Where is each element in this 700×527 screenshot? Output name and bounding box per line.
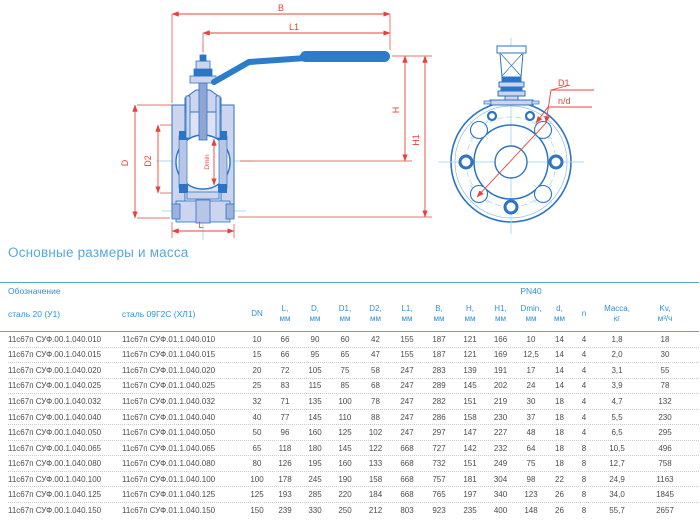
value-cell: 123 [524,490,538,500]
value-cell: 4,7 [611,396,623,406]
value-cell: 195 [308,459,322,469]
dim-label-nd: n/d [558,96,571,106]
value-cell: 48 [526,428,536,438]
value-cell: 1845 [656,490,674,500]
value-cell: 400 [493,505,508,515]
designation-steel09g2s: 11с67п СУФ.01.1.040.040 [122,412,216,422]
value-cell: 12,7 [609,459,625,469]
value-cell: 304 [493,474,508,484]
table-row [8,487,699,503]
value-cell: 4 [581,396,587,406]
value-cell: 75 [526,459,536,469]
designation-steel09g2s: 11с67п СУФ.01.1.040.020 [122,365,216,375]
value-cell: 247 [400,412,414,422]
value-cell: 190 [338,474,352,484]
handle-grip [300,51,390,62]
value-cell: 122 [368,443,383,453]
value-cell: 121 [463,350,477,360]
value-cell: 155 [400,350,414,360]
value-cell: 145 [463,381,477,391]
value-cell: 100 [250,474,264,484]
table-row [8,379,699,395]
value-cell: 184 [368,490,383,500]
value-cell: 17 [526,365,536,375]
value-cell: 923 [432,505,446,515]
designation-header: Обозначение [8,286,61,296]
value-cell: 295 [658,428,672,438]
value-cell: 60 [340,334,350,344]
value-cell: 18 [555,428,564,438]
column-header: B, мм [433,304,445,323]
steel09g2s-column-header: сталь 09Г2С (ХЛ1) [122,309,196,319]
value-cell: 14 [555,381,564,391]
column-header: D, мм [309,304,321,323]
dim-label-h1: H1 [411,134,421,146]
column-header: n [581,309,587,318]
table-row [8,332,699,348]
value-cell: 1163 [656,474,674,484]
designation-steel20: 11с67п СУФ.00.1.040.100 [8,474,102,484]
value-cell: 75 [340,365,350,375]
value-cell: 1,8 [611,334,623,344]
value-cell: 18 [555,412,564,422]
value-cell: 37 [526,412,536,422]
column-header: d, мм [554,304,565,323]
value-cell: 125 [338,428,352,438]
value-cell: 85 [340,381,350,391]
column-header: H, мм [464,304,476,323]
value-cell: 96 [280,428,290,438]
value-cell: 727 [432,443,446,453]
designation-steel09g2s: 11с67п СУФ.01.1.040.125 [122,490,216,500]
value-cell: 4 [581,381,587,391]
value-cell: 6,5 [611,428,623,438]
value-cell: 55 [660,365,670,375]
value-cell: 765 [432,490,446,500]
section-title: Основные размеры и масса [8,245,189,260]
value-cell: 50 [252,428,262,438]
table-body [0,332,699,518]
value-cell: 14 [555,350,564,360]
value-cell: 145 [338,443,352,453]
value-cell: 250 [338,505,352,515]
designation-steel09g2s: 11с67п СУФ.01.1.040.015 [122,350,216,360]
value-cell: 283 [432,365,446,375]
value-cell: 2657 [656,505,674,515]
value-cell: 55,7 [609,505,625,515]
value-cell: 135 [308,396,322,406]
value-cell: 158 [368,474,383,484]
value-cell: 102 [368,428,383,438]
value-cell: 166 [493,334,508,344]
value-cell: 235 [463,505,477,515]
value-cell: 65 [340,350,350,360]
value-cell: 197 [463,490,477,500]
value-cell: 125 [250,490,264,500]
value-cell: 90 [310,334,320,344]
value-cell: 78 [660,381,670,391]
value-cell: 77 [280,412,290,422]
designation-steel20: 11с67п СУФ.00.1.040.010 [8,334,102,344]
value-cell: 4 [581,428,587,438]
designation-steel09g2s: 11с67п СУФ.01.1.040.025 [122,381,216,391]
value-cell: 732 [432,459,446,469]
value-cell: 115 [308,381,322,391]
value-cell: 98 [526,474,536,484]
handle-lever [214,58,306,82]
value-cell: 247 [400,381,414,391]
value-cell: 26 [555,490,564,500]
value-cell: 160 [338,459,352,469]
designation-steel20: 11с67п СУФ.00.1.040.015 [8,350,102,360]
value-cell: 110 [338,412,352,422]
value-cell: 95 [310,350,320,360]
table-header-row-2 [8,299,699,331]
value-cell: 10 [526,334,536,344]
value-cell: 118 [278,443,292,453]
value-cell: 72 [280,365,290,375]
value-cell: 232 [493,443,508,453]
value-cell: 100 [338,396,352,406]
designation-steel09g2s: 11с67п СУФ.01.1.040.010 [122,334,216,344]
designation-steel09g2s: 11с67п СУФ.01.1.040.065 [122,443,216,453]
value-cell: 14 [555,334,564,344]
value-cell: 88 [371,412,380,422]
value-cell: 496 [658,443,672,453]
value-cell: 247 [400,365,414,375]
column-header: Масса, кг [604,304,630,323]
value-cell: 80 [252,459,262,469]
value-cell: 4 [581,412,587,422]
value-cell: 64 [526,443,536,453]
valve-drawings [0,0,700,245]
table-row [8,363,699,379]
value-cell: 282 [432,396,446,406]
value-cell: 158 [463,412,477,422]
value-cell: 160 [308,428,322,438]
valve-front-view [438,38,594,234]
value-cell: 4 [581,334,587,344]
value-cell: 126 [278,459,292,469]
value-cell: 180 [308,443,322,453]
value-cell: 18 [555,443,564,453]
designation-steel20: 11с67п СУФ.00.1.040.050 [8,428,102,438]
value-cell: 169 [493,350,508,360]
table-row [8,410,699,426]
side-view-dimensions [120,3,432,238]
dim-label-h: H [391,106,401,114]
column-header: H1, мм [494,304,507,323]
designation-steel09g2s: 11с67п СУФ.01.1.040.100 [122,474,216,484]
value-cell: 340 [493,490,508,500]
dim-label-d1: D1 [558,78,570,88]
value-cell: 66 [280,350,290,360]
value-cell: 8 [581,474,587,484]
designation-steel09g2s: 11с67п СУФ.01.1.040.150 [122,505,216,515]
dimensions-table [0,282,699,518]
value-cell: 286 [432,412,446,422]
value-cell: 26 [555,505,564,515]
value-cell: 3,9 [611,381,623,391]
front-stem-housing [484,46,539,105]
value-cell: 18 [555,459,564,469]
designation-steel20: 11с67п СУФ.00.1.040.065 [8,443,102,453]
value-cell: 71 [280,396,290,406]
designation-steel20: 11с67п СУФ.00.1.040.020 [8,365,102,375]
dim-label-d2: D2 [143,155,153,167]
designation-steel20: 11с67п СУФ.00.1.040.080 [8,459,102,469]
value-cell: 145 [308,412,322,422]
dim-label-d: D [120,159,130,167]
value-cell: 249 [493,459,508,469]
designation-steel09g2s: 11с67п СУФ.01.1.040.032 [122,396,216,406]
table-header [0,282,699,332]
value-cell: 187 [432,334,446,344]
value-cell: 12,5 [523,350,539,360]
value-cell: 5,5 [611,412,623,422]
steel20-column-header: сталь 20 (У1) [8,309,61,319]
value-cell: 8 [581,490,587,500]
value-cell: 193 [278,490,292,500]
value-cell: 105 [308,365,322,375]
designation-steel20: 11с67п СУФ.00.1.040.040 [8,412,102,422]
pn-group-header: PN40 [520,286,542,296]
value-cell: 10 [252,334,262,344]
table-row [8,348,699,364]
valve-side-view [156,44,390,240]
value-cell: 230 [658,412,672,422]
value-cell: 14 [555,365,564,375]
designation-steel20: 11с67п СУФ.00.1.040.032 [8,396,102,406]
table-row [8,456,699,472]
value-cell: 178 [278,474,292,484]
value-cell: 187 [432,350,446,360]
value-cell: 150 [250,505,264,515]
column-header: DN [251,309,263,318]
column-header: D2, мм [369,304,382,323]
value-cell: 147 [463,428,477,438]
value-cell: 191 [493,365,508,375]
dim-label-dmin: Dmin [204,154,211,170]
value-cell: 803 [400,505,414,515]
value-cell: 139 [463,365,477,375]
value-cell: 30 [526,396,536,406]
value-cell: 83 [280,381,290,391]
value-cell: 285 [308,490,322,500]
column-header: Kv, м³/ч [657,304,673,323]
value-cell: 151 [463,459,477,469]
value-cell: 289 [432,381,446,391]
value-cell: 10,5 [609,443,625,453]
value-cell: 142 [463,443,477,453]
table-row [8,472,699,488]
value-cell: 212 [368,505,383,515]
table-row [8,441,699,457]
designation-steel09g2s: 11с67п СУФ.01.1.040.050 [122,428,216,438]
value-cell: 78 [371,396,380,406]
column-header: Dmin, мм [520,304,542,323]
value-cell: 22 [555,474,564,484]
dim-label-l: L [198,220,204,230]
designation-steel09g2s: 11с67п СУФ.01.1.040.080 [122,459,216,469]
value-cell: 18 [555,396,564,406]
value-cell: 47 [371,350,380,360]
table-row [8,425,699,441]
value-cell: 34,0 [609,490,625,500]
value-cell: 30 [660,350,670,360]
value-cell: 68 [371,381,380,391]
column-header: L, мм [279,304,291,323]
value-cell: 25 [252,381,262,391]
value-cell: 20 [252,365,262,375]
value-cell: 330 [308,505,322,515]
value-cell: 15 [252,350,262,360]
value-cell: 18 [660,334,670,344]
value-cell: 3,1 [611,365,623,375]
value-cell: 24 [526,381,536,391]
value-cell: 758 [658,459,672,469]
value-cell: 181 [463,474,477,484]
designation-steel20: 11с67п СУФ.00.1.040.125 [8,490,102,500]
value-cell: 668 [400,443,414,453]
column-header: D1, мм [338,304,352,323]
value-cell: 8 [581,443,587,453]
value-cell: 297 [432,428,446,438]
value-cell: 65 [252,443,262,453]
value-cell: 668 [400,459,414,469]
value-cell: 132 [658,396,672,406]
dim-label-b: B [277,3,285,13]
value-cell: 40 [252,412,262,422]
dim-label-l1: L1 [288,22,300,32]
designation-steel20: 11с67п СУФ.00.1.040.025 [8,381,102,391]
value-cell: 4 [581,365,587,375]
value-cell: 24,9 [609,474,625,484]
value-cell: 239 [278,505,292,515]
value-cell: 668 [400,474,414,484]
value-cell: 155 [400,334,414,344]
value-cell: 32 [252,396,262,406]
value-cell: 227 [493,428,508,438]
value-cell: 148 [524,505,538,515]
value-cell: 757 [432,474,446,484]
value-cell: 133 [368,459,383,469]
value-cell: 245 [308,474,322,484]
value-cell: 121 [463,334,477,344]
value-cell: 66 [280,334,290,344]
value-cell: 247 [400,428,414,438]
value-cell: 668 [400,490,414,500]
column-header: L1, мм [401,304,413,323]
table-header-row-1 [8,283,699,299]
value-cell: 151 [463,396,477,406]
value-cell: 8 [581,505,587,515]
value-cell: 247 [400,396,414,406]
table-row [8,394,699,410]
value-cell: 2,0 [611,350,623,360]
value-cell: 42 [371,334,380,344]
value-cell: 58 [371,365,380,375]
value-cell: 8 [581,459,587,469]
value-cell: 219 [493,396,508,406]
value-cell: 230 [493,412,508,422]
value-cell: 202 [493,381,508,391]
designation-steel20: 11с67п СУФ.00.1.040.150 [8,505,102,515]
value-cell: 220 [338,490,352,500]
table-row [8,503,699,518]
value-cell: 4 [581,350,587,360]
